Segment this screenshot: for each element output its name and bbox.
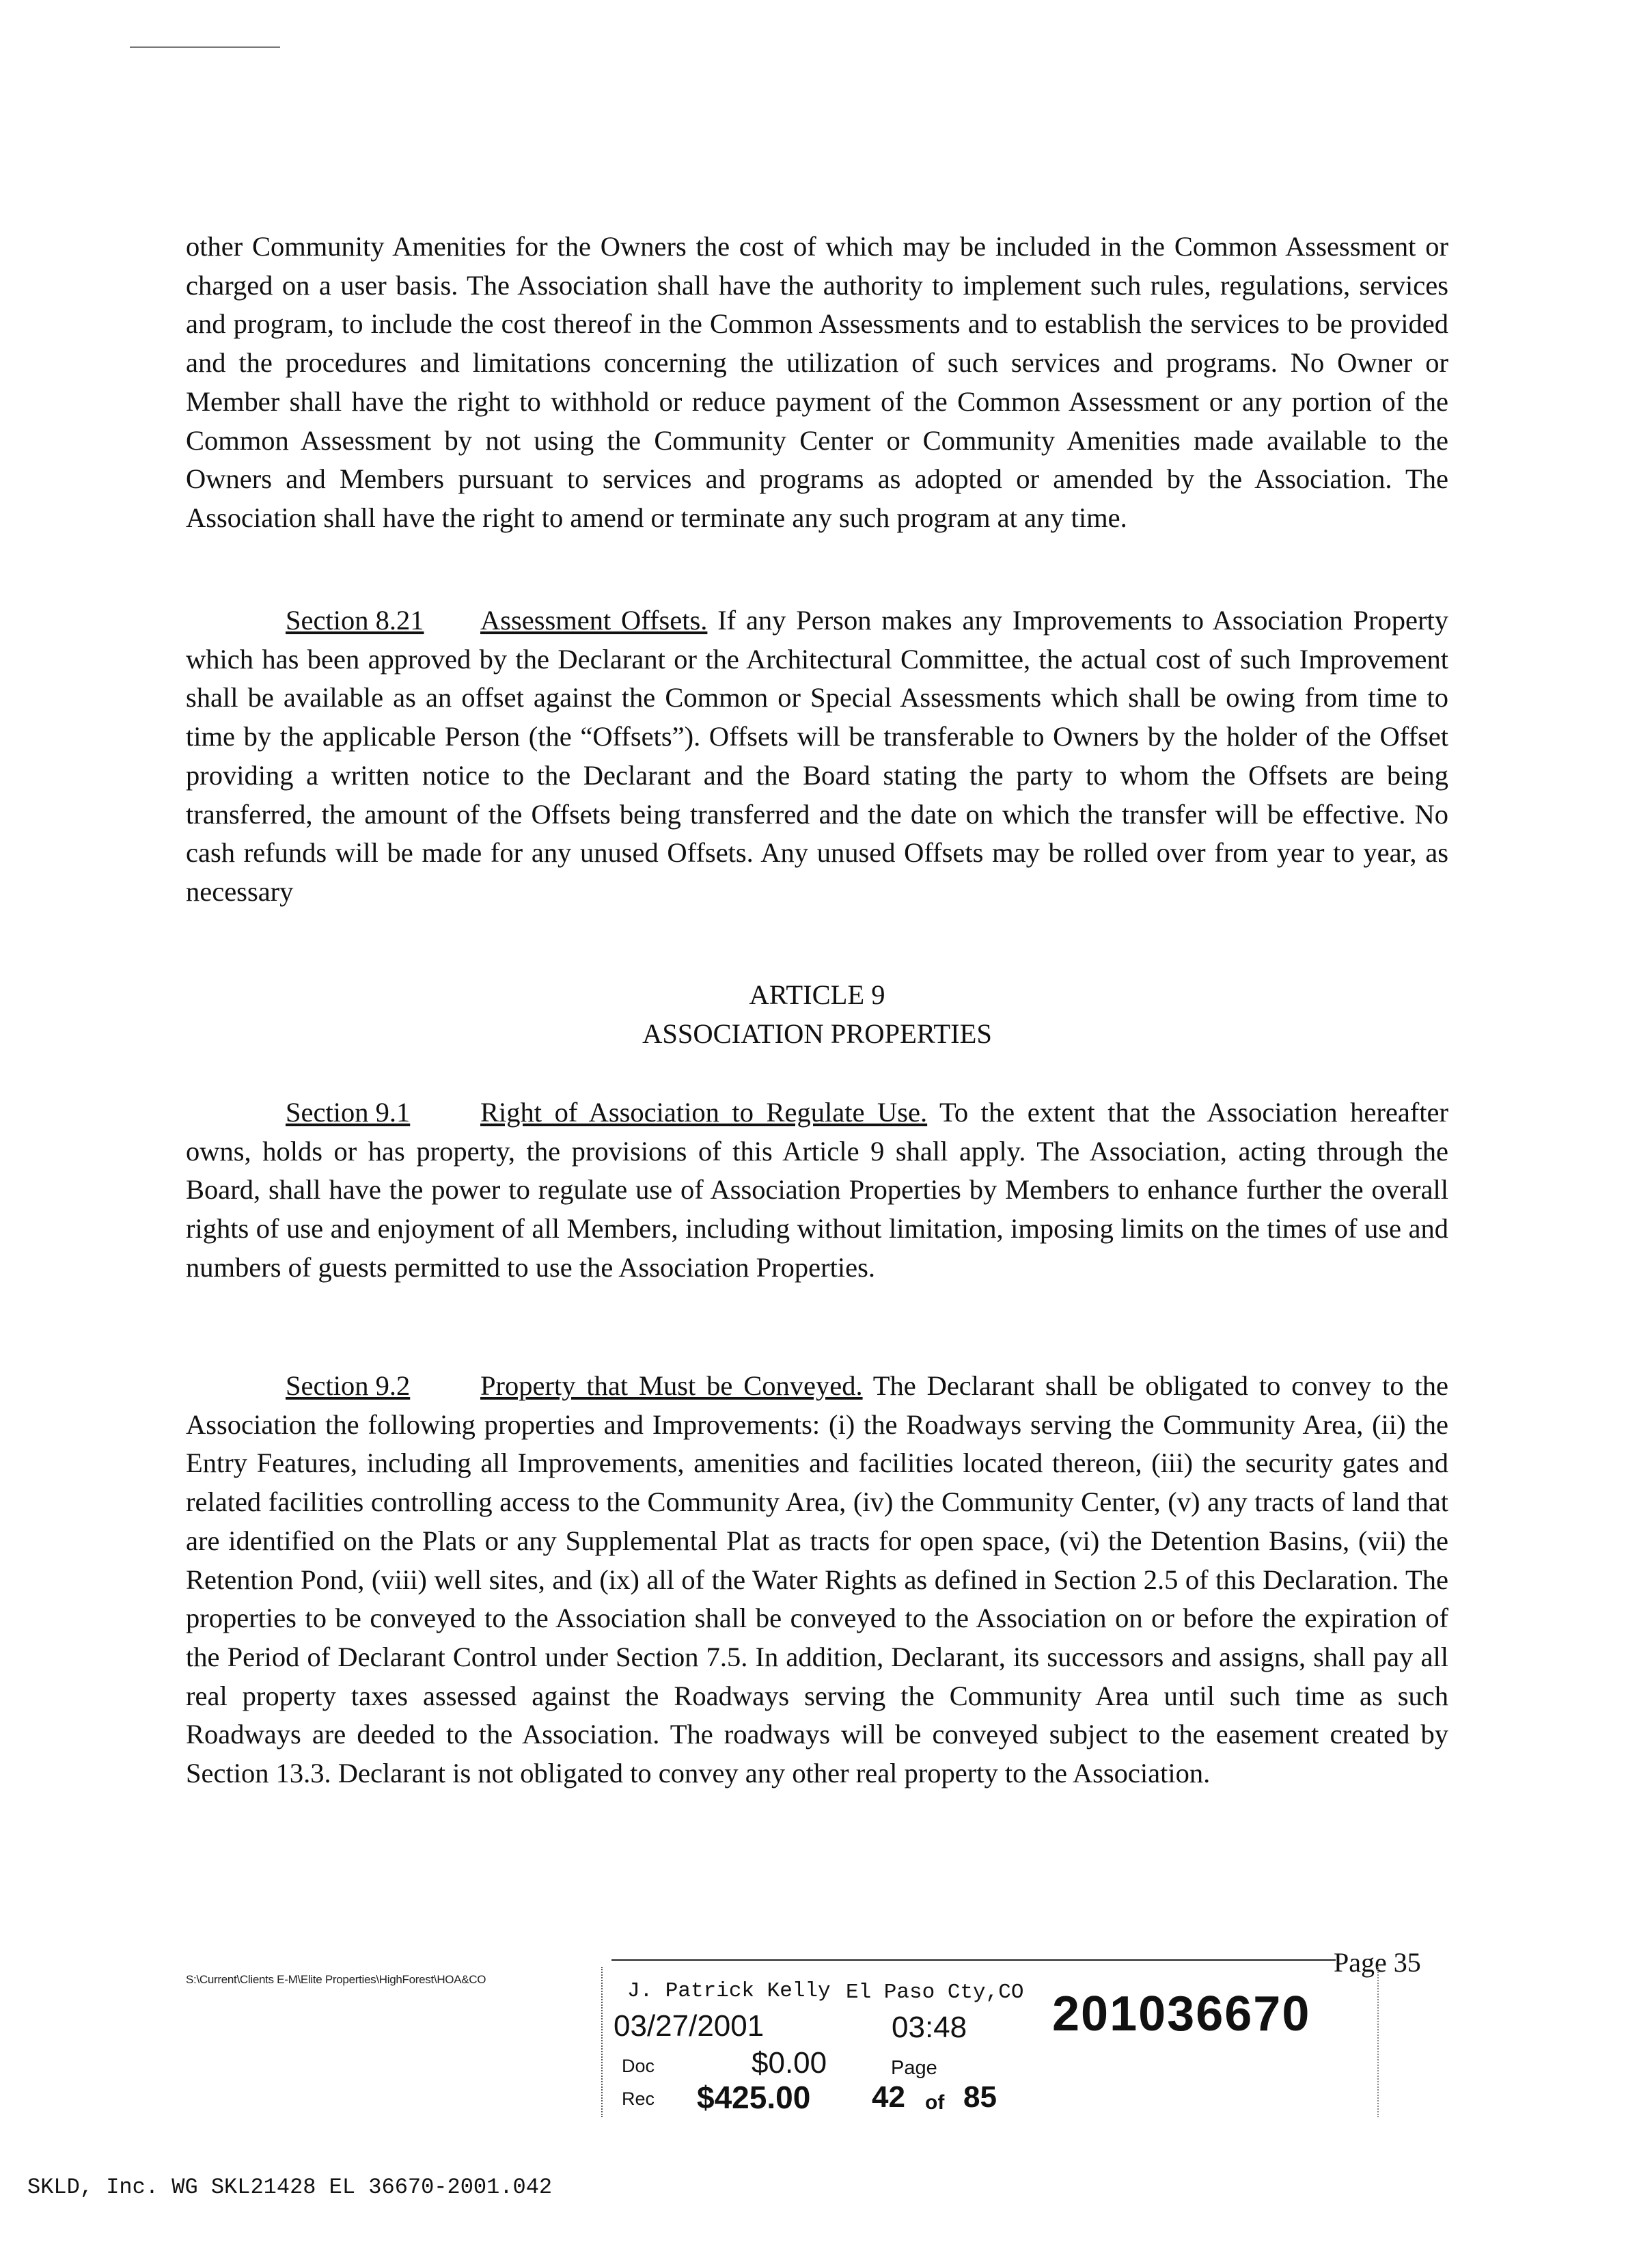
- stamp-right-border: [1377, 1967, 1379, 2117]
- file-path-footer: S:\Current\Clients E-M\Elite Properties\HighForest\HOA&CO: [186, 1973, 486, 1986]
- stamp-date: 03/27/2001: [614, 2009, 765, 2043]
- section-9-1-text: To the extent that the Association hereafter owns, holds or has property, the provisions of this Article 9 shall apply. The Association, acting through the Board, shall have the power to regulate use of Association Properties by Members to enhance further the overall rights of use and enjoyment of all Members, including without limitation, imposing limits on the times of use and numbers of guests permitted to use the Association Properties.: [186, 1097, 1448, 1283]
- stamp-rec-fee: $425.00: [697, 2080, 811, 2115]
- section-8-21-title: Assessment Offsets.: [480, 605, 708, 636]
- article-heading-block: [186, 975, 1448, 1053]
- section-9-1-title: Right of Association to Regulate Use.: [480, 1097, 928, 1128]
- stamp-doc-fee: $0.00: [752, 2046, 827, 2080]
- stamp-rec-label: Rec: [622, 2088, 655, 2109]
- stamp-reception-number: 201036670: [1052, 1987, 1311, 2041]
- page-number: Page 35: [1334, 1947, 1421, 1978]
- section-9-2-number: Section 9.2: [286, 1370, 411, 1401]
- article-subheading: ASSOCIATION PROPERTIES: [642, 1018, 992, 1049]
- section-8-21: [186, 601, 1448, 912]
- recording-stamp: [601, 1967, 1380, 2115]
- index-line: SKLD, Inc. WG SKL21428 EL 36670-2001.042: [27, 2175, 553, 2200]
- stamp-county: El Paso Cty,CO: [846, 1981, 1024, 2004]
- article-heading: ARTICLE 9: [749, 979, 885, 1010]
- section-9-1-number: Section 9.1: [286, 1097, 411, 1128]
- section-9-2: [186, 1367, 1448, 1793]
- stamp-doc-label: Doc: [622, 2056, 655, 2076]
- paragraph-continuation-text: other Community Amenities for the Owners the cost of which may be included in the Common Assessment or charged on a user basis. The Association shall have the authority to implement such rules, regulations, services and program, to include the cost thereof in the Common Assessments and to establish the services to be provided and the procedures and limitations concerning the utilization of such services and programs. No Owner or Member shall have the right to withhold or reduce payment of the Common Assessment or any portion of the Common Assessment by not using the Community Center or Community Amenities made available to the Owners and Members pursuant to services and programs as adopted or amended by the Association. The Association shall have the right to amend or terminate any such program at any time.: [186, 231, 1448, 533]
- section-8-21-text: If any Person makes any Improvements to Association Property which has been approved by the Declarant or the Architectural Committee, the actual cost of such Improvement shall be available as an offset against the Common or Special Assessments which shall be owing from time to time by the applicable Person (the “Offsets”). Offsets will be transferable to Owners by the holder of the Offset providing a written notice to the Declarant and the Board stating the party to whom the Offsets are being transferred, the amount of the Offsets being transferred and the date on which the transfer will be effective. No cash refunds will be made for any unused Offsets. Any unused Offsets may be rolled over from year to year, as necessary: [186, 605, 1448, 907]
- stamp-left-border: [601, 1967, 603, 2117]
- stamp-recorder: J. Patrick Kelly: [627, 1979, 831, 2003]
- section-9-1: [186, 1093, 1448, 1288]
- section-9-2-title: Property that Must be Conveyed.: [480, 1370, 863, 1401]
- footer-rule: [611, 1959, 1336, 1961]
- stamp-of-label: of: [925, 2091, 945, 2114]
- stamp-time: 03:48: [892, 2011, 967, 2044]
- section-8-21-number: Section 8.21: [286, 605, 424, 636]
- stamp-page-num: 42: [872, 2080, 905, 2114]
- section-9-2-text: The Declarant shall be obligated to convey to the Association the following properties and Improvements: (i) the Roadways serving the Community Area, (ii) the Entry Features, including all Improvements, amenities and facilities located thereon, (iii) the security gates and related facilities controlling access to the Community Area, (iv) the Community Center, (v) any tracts of land that are identified on the Plats or any Supplemental Plat as tracts for open space, (vi) the Detention Basins, (vii) the Retention Pond, (viii) well sites, and (ix) all of the Water Rights as defined in Section 2.5 of this Declaration. The properties to be conveyed to the Association shall be conveyed to the Association on or before the expiration of the Period of Declarant Control under Section 7.5. In addition, Declarant, its successors and assigns, shall pay all real property taxes assessed against the Roadways serving the Community Area until such time as such Roadways are deeded to the Association. The roadways will be conveyed subject to the easement created by Section 13.3. Declarant is not obligated to convey any other real property to the Association.: [186, 1370, 1448, 1789]
- stamp-page-total: 85: [963, 2080, 997, 2114]
- top-rule: [130, 46, 280, 48]
- paragraph-continuation: [186, 228, 1448, 538]
- stamp-page-label: Page: [891, 2057, 937, 2079]
